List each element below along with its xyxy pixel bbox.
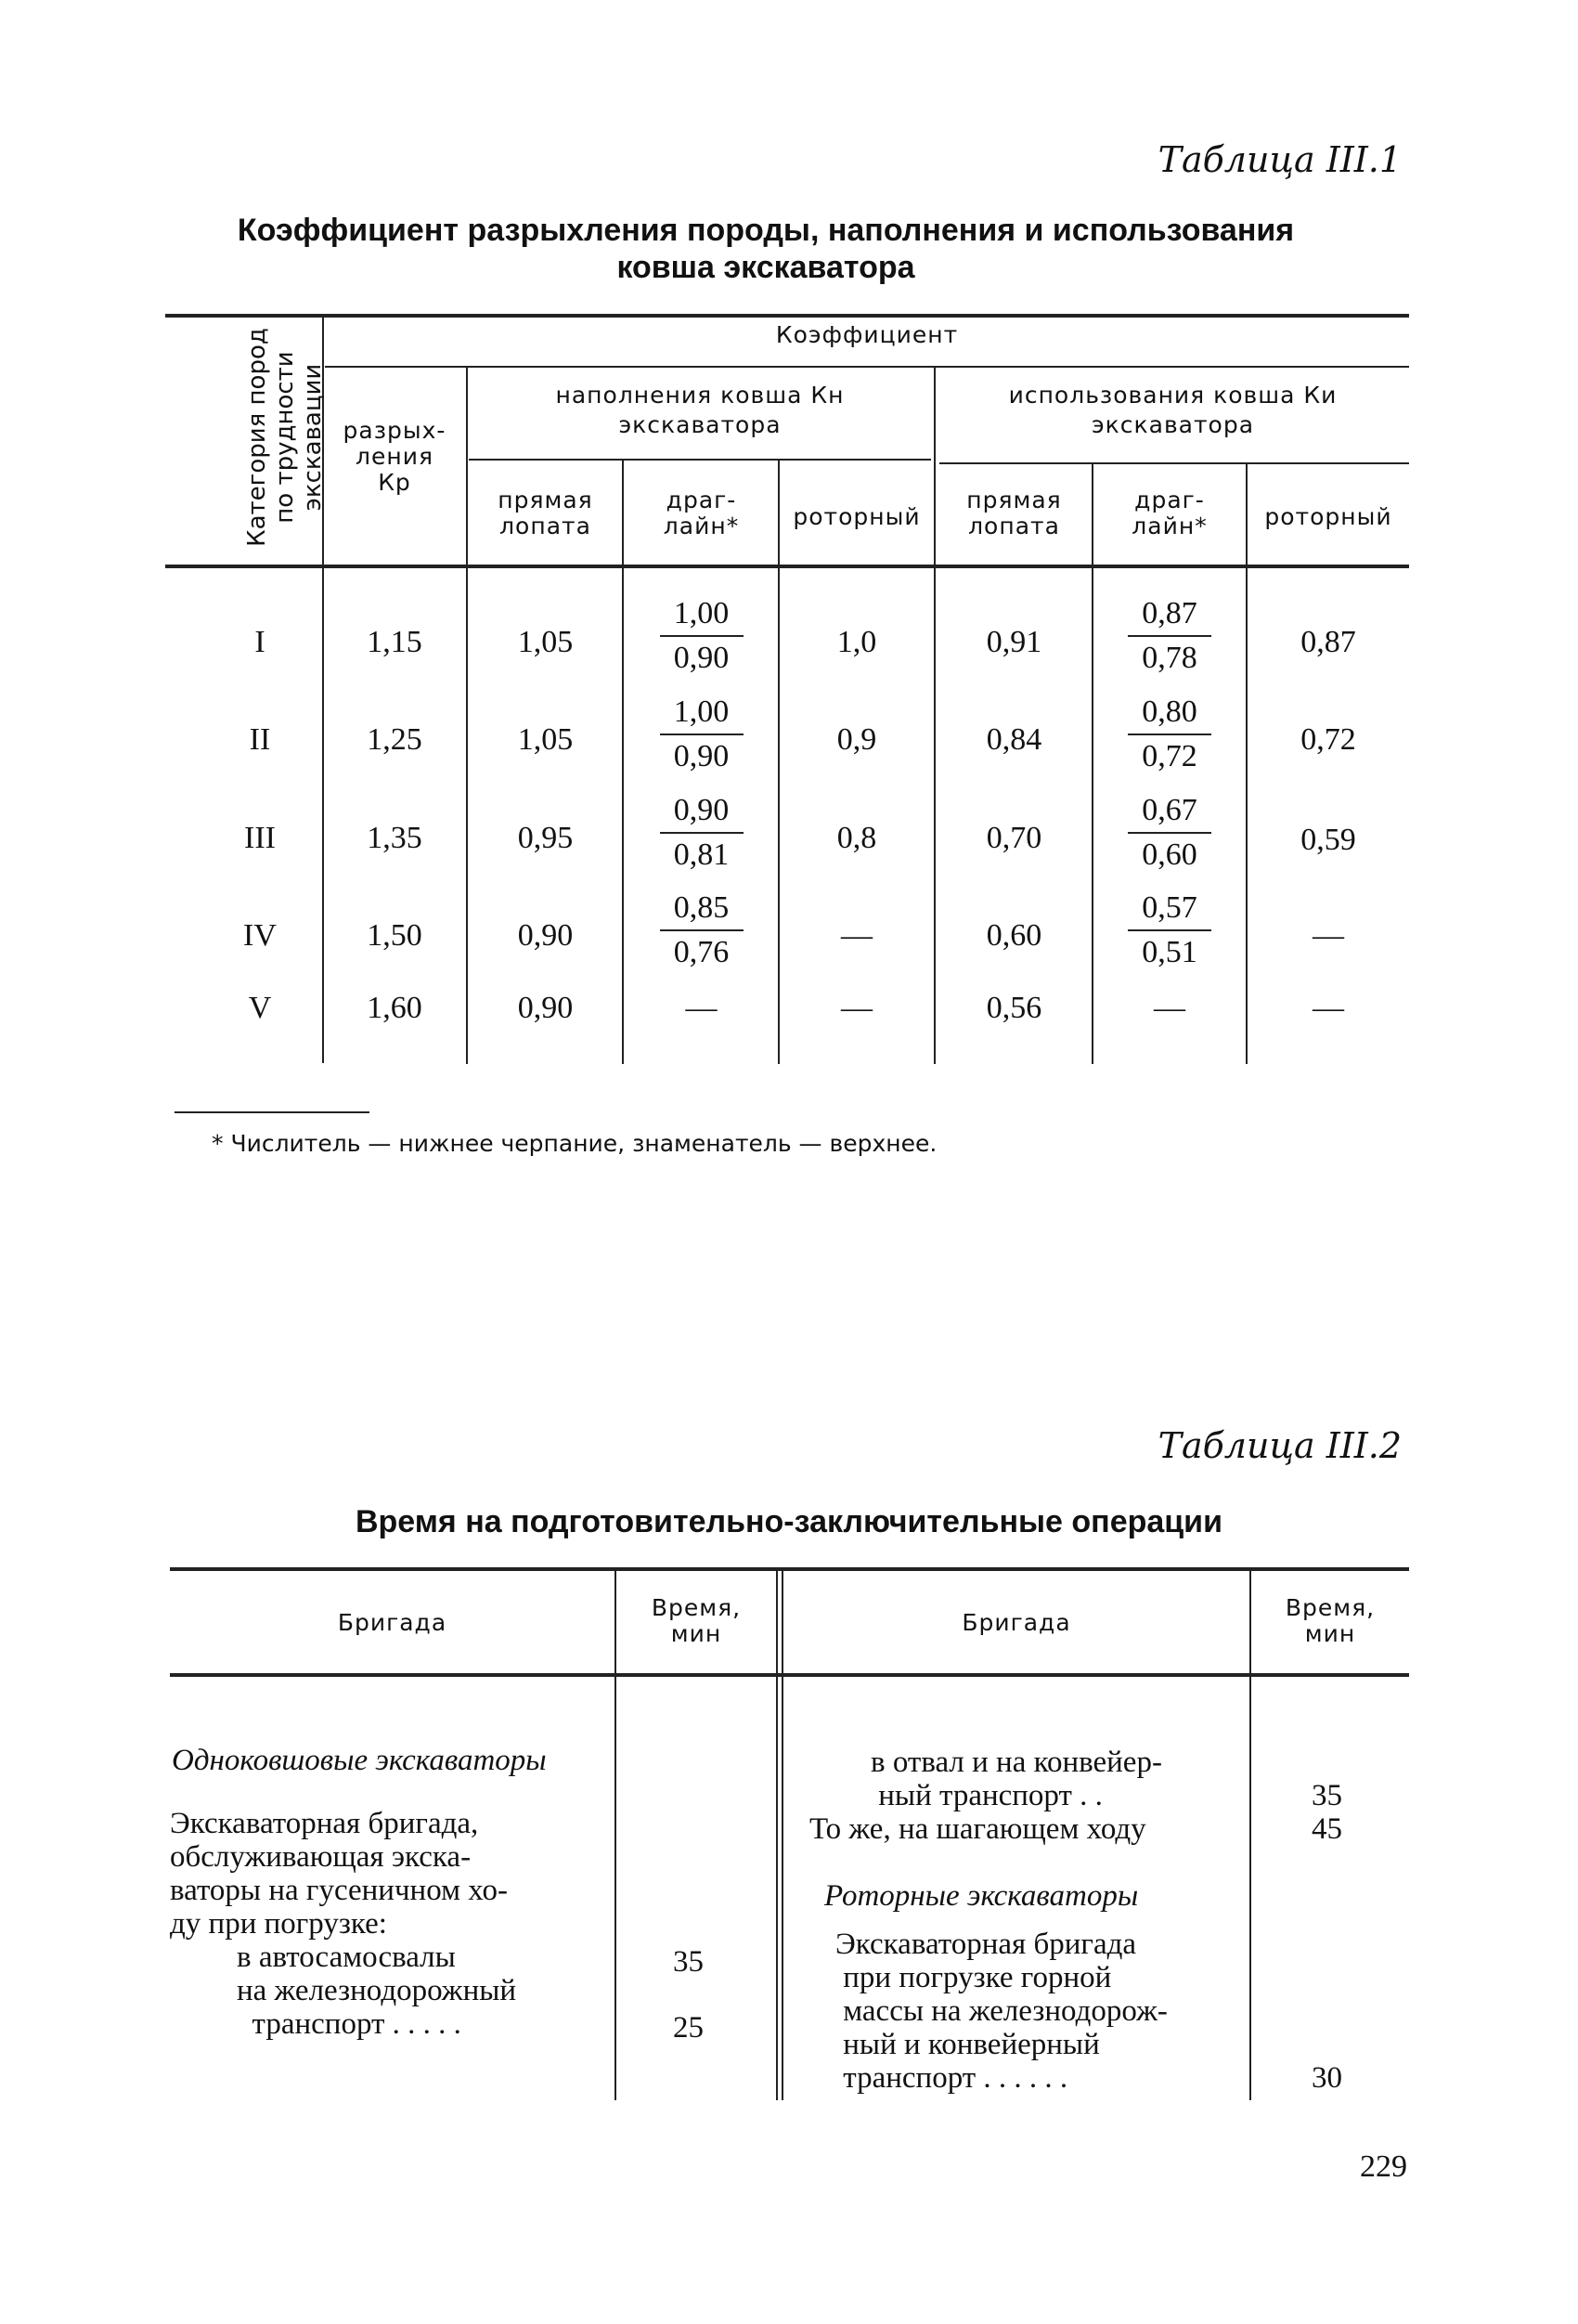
table-label: Таблица III.1 <box>1158 139 1402 180</box>
left-text: Экскаваторная бригада, обслуживающая экска- ваторы на гусеничном хо- ду при погрузке: <box>170 1807 508 1941</box>
row2-use-rotary: 0,72 <box>1300 722 1356 757</box>
row2-fill-shovel: 1,05 <box>517 722 574 757</box>
header-fill-dragline: драг- лайн* <box>663 487 740 539</box>
row1-use-rotary: 0,87 <box>1300 625 1356 659</box>
left-item1: в автосамосвалы <box>237 1941 456 1974</box>
header-fill-rotary: роторный <box>793 503 921 530</box>
row1-use-dragline: 0,87 0,78 <box>1093 594 1246 678</box>
row1-loosening: 1,15 <box>367 625 422 659</box>
section-rotary: Роторные экскаваторы <box>824 1879 1139 1913</box>
col-divider-7 <box>1246 464 1248 1064</box>
right-text1: в отвал и на конвейер- ный транспорт . . <box>871 1746 1162 1812</box>
row5-loosening: 1,60 <box>367 991 422 1025</box>
row1-fill-shovel: 1,05 <box>517 625 574 659</box>
row3-use-rotary: 0,59 <box>1300 823 1356 857</box>
header-bottom-rule <box>165 565 1409 568</box>
row4-use-shovel: 0,60 <box>986 918 1042 953</box>
header-fill-shovel: прямая лопата <box>498 487 593 539</box>
header-filling: наполнения ковша Кн экскаватора <box>555 382 845 438</box>
row5-fill-rotary: — <box>841 991 873 1025</box>
right-text3: Экскаваторная бригада при погрузке горной массы на железнодорож- ный и конвейерный транспорт . . . . . . <box>835 1928 1168 2095</box>
table2-label: Таблица III.2 <box>1158 1425 1402 1466</box>
row5-use-dragline: — <box>1154 991 1185 1025</box>
header-category: Категория пород по трудности экскавации <box>243 328 327 547</box>
header-use-shovel: прямая лопата <box>966 487 1062 539</box>
row3-use-shovel: 0,70 <box>986 821 1042 855</box>
row4-fill-dragline: 0,85 0,76 <box>625 889 778 972</box>
row5-use-shovel: 0,56 <box>986 991 1042 1025</box>
table2-col-divider-1 <box>614 1569 616 2100</box>
table2-header-brigade-left: Бригада <box>337 1609 447 1636</box>
table2-header-rule <box>170 1673 1409 1677</box>
row5-fill-shovel: 0,90 <box>517 991 574 1025</box>
table-title <box>213 212 1318 286</box>
right-text1-time: 35 <box>1312 1779 1342 1812</box>
table2-col-divider-3 <box>1249 1569 1251 2100</box>
row4-use-rotary: — <box>1313 918 1344 953</box>
table2-top-rule <box>170 1567 1409 1571</box>
header-use-dragline: драг- лайн* <box>1132 487 1208 539</box>
col-divider-3 <box>622 461 624 1064</box>
row1-category: I <box>254 625 265 659</box>
row5-fill-dragline: — <box>685 991 718 1025</box>
footnote-rule <box>175 1111 369 1113</box>
left-item1-time: 35 <box>673 1945 704 1979</box>
col-divider-4 <box>778 461 780 1064</box>
table2-header-time-right: Время, мин <box>1285 1594 1376 1647</box>
col-divider-5 <box>934 368 936 1064</box>
table-title-line1: Коэффициент разрыхления породы, наполнения и использования <box>237 213 1295 248</box>
row3-use-dragline: 0,67 0,60 <box>1093 791 1246 875</box>
row3-fill-dragline: 0,90 0,81 <box>625 791 778 875</box>
row3-fill-rotary: 0,8 <box>836 821 877 855</box>
row2-loosening: 1,25 <box>367 722 422 757</box>
row3-category: III <box>244 821 276 855</box>
header-use-rotary: роторный <box>1264 503 1392 530</box>
table2-header-time-left: Время, мин <box>651 1594 742 1647</box>
row4-fill-rotary: — <box>841 918 873 953</box>
row1-fill-dragline: 1,00 0,90 <box>625 594 778 678</box>
row4-fill-shovel: 0,90 <box>517 918 574 953</box>
row2-fill-dragline: 1,00 0,90 <box>625 693 778 776</box>
row3-loosening: 1,35 <box>367 821 422 855</box>
row5-use-rotary: — <box>1313 991 1344 1025</box>
row4-use-dragline: 0,57 0,51 <box>1093 889 1246 972</box>
left-item2-time: 25 <box>673 2011 704 2045</box>
table2-header-brigade-right: Бригада <box>962 1609 1071 1636</box>
footnote: * Числитель — нижнее черпание, знаменатель — верхнее. <box>212 1130 938 1157</box>
row2-use-shovel: 0,84 <box>986 722 1042 757</box>
row2-use-dragline: 0,80 0,72 <box>1093 693 1246 776</box>
use-underline <box>939 462 1409 464</box>
row3-fill-shovel: 0,95 <box>517 821 574 855</box>
right-text2-time: 45 <box>1312 1812 1342 1846</box>
page-number: 229 <box>1360 2149 1407 2184</box>
row4-loosening: 1,50 <box>367 918 422 953</box>
section-single-bucket: Одноковшовые экскаваторы <box>172 1744 547 1777</box>
right-text3-time: 30 <box>1312 2061 1342 2095</box>
table2-title: Время на подготовительно-заключительные операции <box>355 1504 1222 1539</box>
table-title-line2: ковша экскаватора <box>616 250 915 285</box>
header-usage: использования ковша Ки экскаватора <box>1008 382 1338 438</box>
row4-category: IV <box>243 918 277 953</box>
col-divider-2 <box>466 368 468 1064</box>
table2-col-divider-2b <box>782 1569 783 2100</box>
header-loosening: разрых- ления Кр <box>343 417 446 496</box>
table2-col-divider-2a <box>776 1569 778 2100</box>
row2-fill-rotary: 0,9 <box>836 722 877 757</box>
row1-fill-rotary: 1,0 <box>836 625 877 659</box>
fill-underline <box>469 459 931 461</box>
header-coefficient: Коэффициент <box>775 321 959 348</box>
row1-use-shovel: 0,91 <box>986 625 1042 659</box>
row5-category: V <box>248 991 272 1025</box>
left-item2: на железнодорожный транспорт . . . . . <box>237 1974 517 2041</box>
row2-category: II <box>249 722 271 757</box>
right-text2: То же, на шагающем ходу <box>809 1812 1146 1846</box>
coef-underline <box>325 366 1409 368</box>
